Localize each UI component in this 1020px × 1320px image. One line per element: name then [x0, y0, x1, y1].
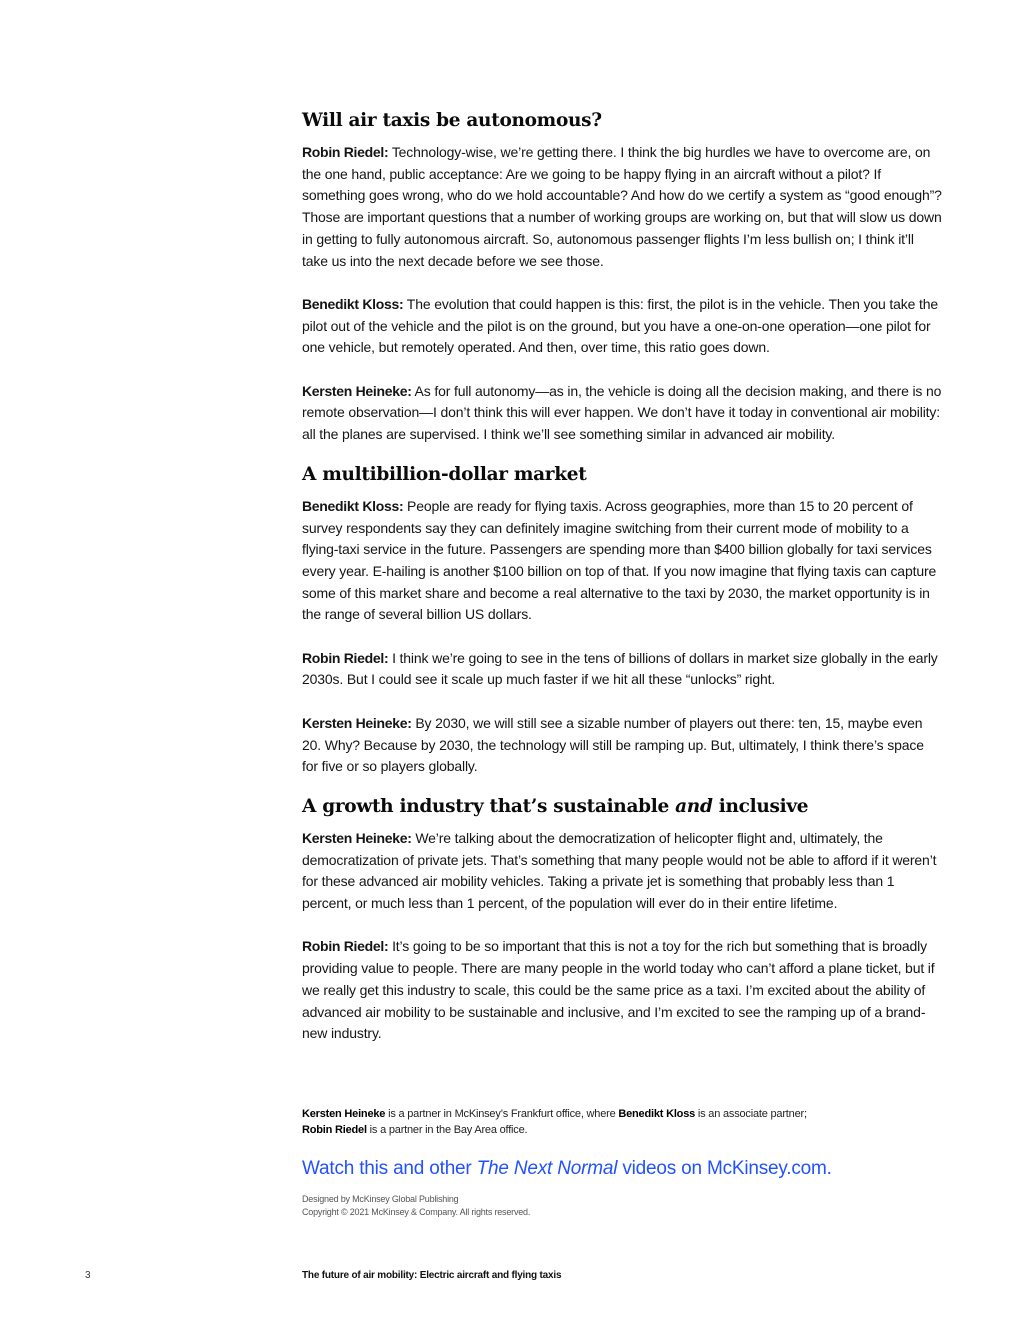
speaker-name: Kersten Heineke: [302, 714, 412, 731]
speaker-name: Robin Riedel: [302, 144, 389, 160]
paragraph-text: It’s going to be so important that this is not a toy for the rich but something that is broadly providing value to people. There are many people in the world today who can’t afford a plane ticket, but if we really get this industry to scale, this could be the same price as a taxi. I’m excited about the ability of advanced air mobility to be sustainable and inclusive, and I’m excited to see the ramping up of a brand-new industry. [302, 938, 935, 1042]
credits-text: is an associate partner; [695, 1108, 807, 1120]
speaker-name: Robin Riedel: [302, 938, 389, 955]
paragraph-text: The evolution that could happen is this: first, the pilot is in the vehicle. Then you take the pilot out of the vehicle and the pilot is on the ground, but you have a one-on-one operation—one pilot for one vehicle, but remotely operated. And then, over time, this ratio goes down. [302, 295, 938, 356]
heading-text: inclusive [712, 795, 809, 817]
page-number: 3 [85, 1270, 91, 1281]
paragraph [302, 294, 942, 359]
link-text: videos on McKinsey.com. [617, 1158, 832, 1179]
paragraph [302, 142, 942, 272]
paragraph [302, 648, 942, 691]
speaker-name: Benedikt Kloss: [302, 295, 404, 312]
paragraph-text: By 2030, we will still see a sizable number of players out there: ten, 15, maybe even 20. Why? Because by 2030, the technology will still be ramping up. But, ultimately, I think there’s space for five or so players globally. [302, 714, 924, 775]
speaker-name: Robin Riedel: [302, 649, 389, 666]
paragraph [302, 713, 942, 778]
section-heading: Will air taxis be autonomous? [302, 110, 602, 131]
paragraph [302, 828, 942, 915]
series-title: The Next Normal [476, 1158, 618, 1179]
section-heading: A multibillion-dollar market [302, 463, 587, 485]
heading-emphasis: and [675, 795, 713, 817]
credits-text: is a partner in McKinsey’s Frankfurt office, where [385, 1108, 619, 1120]
author-name: Benedikt Kloss [618, 1108, 696, 1120]
speaker-name: Kersten Heineke: [302, 829, 412, 846]
author-name: Kersten Heineke [302, 1108, 386, 1120]
watch-videos-link[interactable] [302, 1156, 942, 1182]
paragraph-text: Technology-wise, we’re getting there. I think the big hurdles we have to overcome are, on the one hand, public acceptance: Are we going to be happy flying in an aircraft without a pilot? If something goes wrong, who do we hold accountable? And how do we certify a system as “good enough”? Those are important questions that a number of working groups are working on, but that will slow us down in getting to fully autonomous aircraft. So, autonomous passenger flights I’m less bullish on; I think it’ll take us into the next decade before we see those. [302, 144, 942, 269]
speaker-name: Benedikt Kloss: [302, 497, 404, 514]
footer-title: The future of air mobility: Electric aircraft and flying taxis [302, 1270, 562, 1281]
credits-text: is a partner in the Bay Area office. [366, 1124, 528, 1136]
paragraph-text: We’re talking about the democratization of helicopter flight and, ultimately, the democratization of private jets. That’s something that many people would not be able to afford if it weren’t for these advanced air mobility vehicles. Taking a private jet is something that probably less than 1 percent, or much less than 1 percent, of the population will ever do in their entire lifetime. [302, 829, 937, 912]
article-body [302, 108, 942, 1067]
section-heading [302, 794, 942, 820]
author-name: Robin Riedel [302, 1124, 367, 1136]
paragraph [302, 381, 942, 446]
heading-text: A growth industry that’s sustainable [302, 795, 676, 817]
section-market [302, 462, 942, 778]
paragraph-text: People are ready for flying taxis. Across geographies, more than 15 to 20 percent of survey respondents say they can definitely imagine switching from their current mode of mobility to a flying-taxi service in the future. Passengers are spending more than $400 billion globally for taxi services every year. E-hailing is another $100 billion on top of that. If you now imagine that flying taxis can capture some of this market share and become a real alternative to the taxi by 2030, the market opportunity is in the range of several billion US dollars. [302, 497, 937, 623]
paragraph-text: I think we’re going to see in the tens of billions of dollars in market size globally in the early 2030s. But I could see it scale up much faster if we hit all these “unlocks” right. [302, 649, 938, 688]
author-credits [302, 1106, 942, 1138]
section-autonomous [302, 108, 942, 446]
paragraph [302, 496, 942, 626]
publishing-info [302, 1193, 942, 1219]
link-text: Watch this and other [302, 1158, 477, 1179]
copyright-line: Copyright © 2021 McKinsey & Company. All rights reserved. [302, 1207, 531, 1217]
designed-by-line: Designed by McKinsey Global Publishing [302, 1194, 459, 1204]
paragraph [302, 936, 942, 1045]
section-growth [302, 794, 942, 1045]
paragraph-text: As for full autonomy—as in, the vehicle is doing all the decision making, and there is no remote observation—I don’t think this will ever happen. We don’t have it today in conventional air mobility: all the planes are supervised. I think we’ll see something similar in advanced air mobility. [302, 382, 942, 443]
speaker-name: Kersten Heineke: [302, 382, 412, 399]
